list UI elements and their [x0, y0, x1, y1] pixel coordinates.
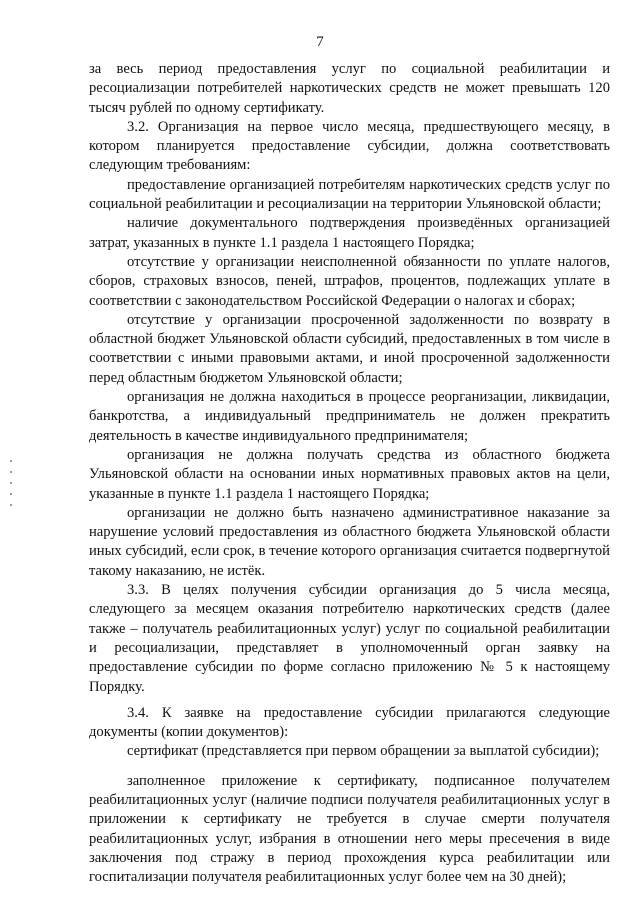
paragraph-3-4: 3.4. К заявке на предоставление субсидии прилагаются следующие документы (копии документов):: [89, 704, 610, 741]
requirement-item: отсутствие у организации просроченной задолженности по возврату в областной бюджет Ульяновской области субсидий, предоставленных в том числе в соответствии с иными правовыми актами, и иной просроченной задолженности перед областным бюджетом Ульяновской области;: [89, 311, 610, 386]
requirement-item: организации не должно быть назначено административное наказание за нарушение условий предоставления из областного бюджета Ульяновской области иных субсидий, если срок, в течение которого организация считается подвергнутой такому наказанию, не истёк.: [89, 504, 610, 579]
paragraph-3-2: 3.2. Организация на первое число месяца, предшествующего месяцу, в котором планируется предоставление субсидии, должна соответствовать следующим требованиям:: [89, 118, 610, 174]
document-item: сертификат (представляется при первом обращении за выплатой субсидии);: [127, 743, 600, 760]
document-item: заполненное приложение к сертификату, подписанное получателем реабилитационных услуг (наличие подписи получателя реабилитационных услуг в приложении к сертификату не требуется в случае смерти получателя реабилитационных услуг, избрания в отношении него меры пресечения в виде заключения под стражу в период прохождения курса реабилитации или госпитализации получателя реабилитационных услуг более чем на 30 дней);: [89, 772, 610, 886]
document-body: [89, 60, 610, 887]
page-number: 7: [316, 34, 324, 50]
requirement-item: предоставление организацией потребителям наркотических средств услуг по социальной реабилитации и ресоциализации на территории Ульяновской области;: [89, 176, 610, 213]
requirement-item: организация не должна получать средства из областного бюджета Ульяновской области на основании иных нормативных правовых актов на цели, указанные в пункте 1.1 раздела 1 настоящего Порядка;: [89, 446, 610, 502]
requirement-item: отсутствие у организации неисполненной обязанности по уплате налогов, сборов, страховых взносов, пеней, штрафов, процентов, подлежащих уплате в соответствии с законодательством Российской Федерации о налогах и сборах;: [89, 253, 610, 309]
requirement-item: наличие документального подтверждения произведённых организацией затрат, указанных в пункте 1.1 раздела 1 настоящего Порядка;: [89, 215, 610, 251]
paragraph-continuation: за весь период предоставления услуг по социальной реабилитации и ресоциализации потребителей наркотических средств не может превышать 120 тысяч рублей по одному сертификату.: [89, 61, 610, 116]
scan-margin-marks: [10, 460, 14, 515]
requirement-item: организация не должна находиться в процессе реорганизации, ликвидации, банкротства, а индивидуальный предприниматель не должен прекратить деятельность в качестве индивидуального предпринимателя;: [89, 389, 610, 444]
paragraph-3-3: 3.3. В целях получения субсидии организация до 5 числа месяца, следующего за месяцем оказания потребителю наркотических средств (далее также – получатель реабилитационных услуг) услуг по социальной реабилитации и ресоциализации, представляет в уполномоченный орган заявку на предоставление субсидии по форме согласно приложению № 5 к настоящему Порядку.: [89, 582, 610, 695]
